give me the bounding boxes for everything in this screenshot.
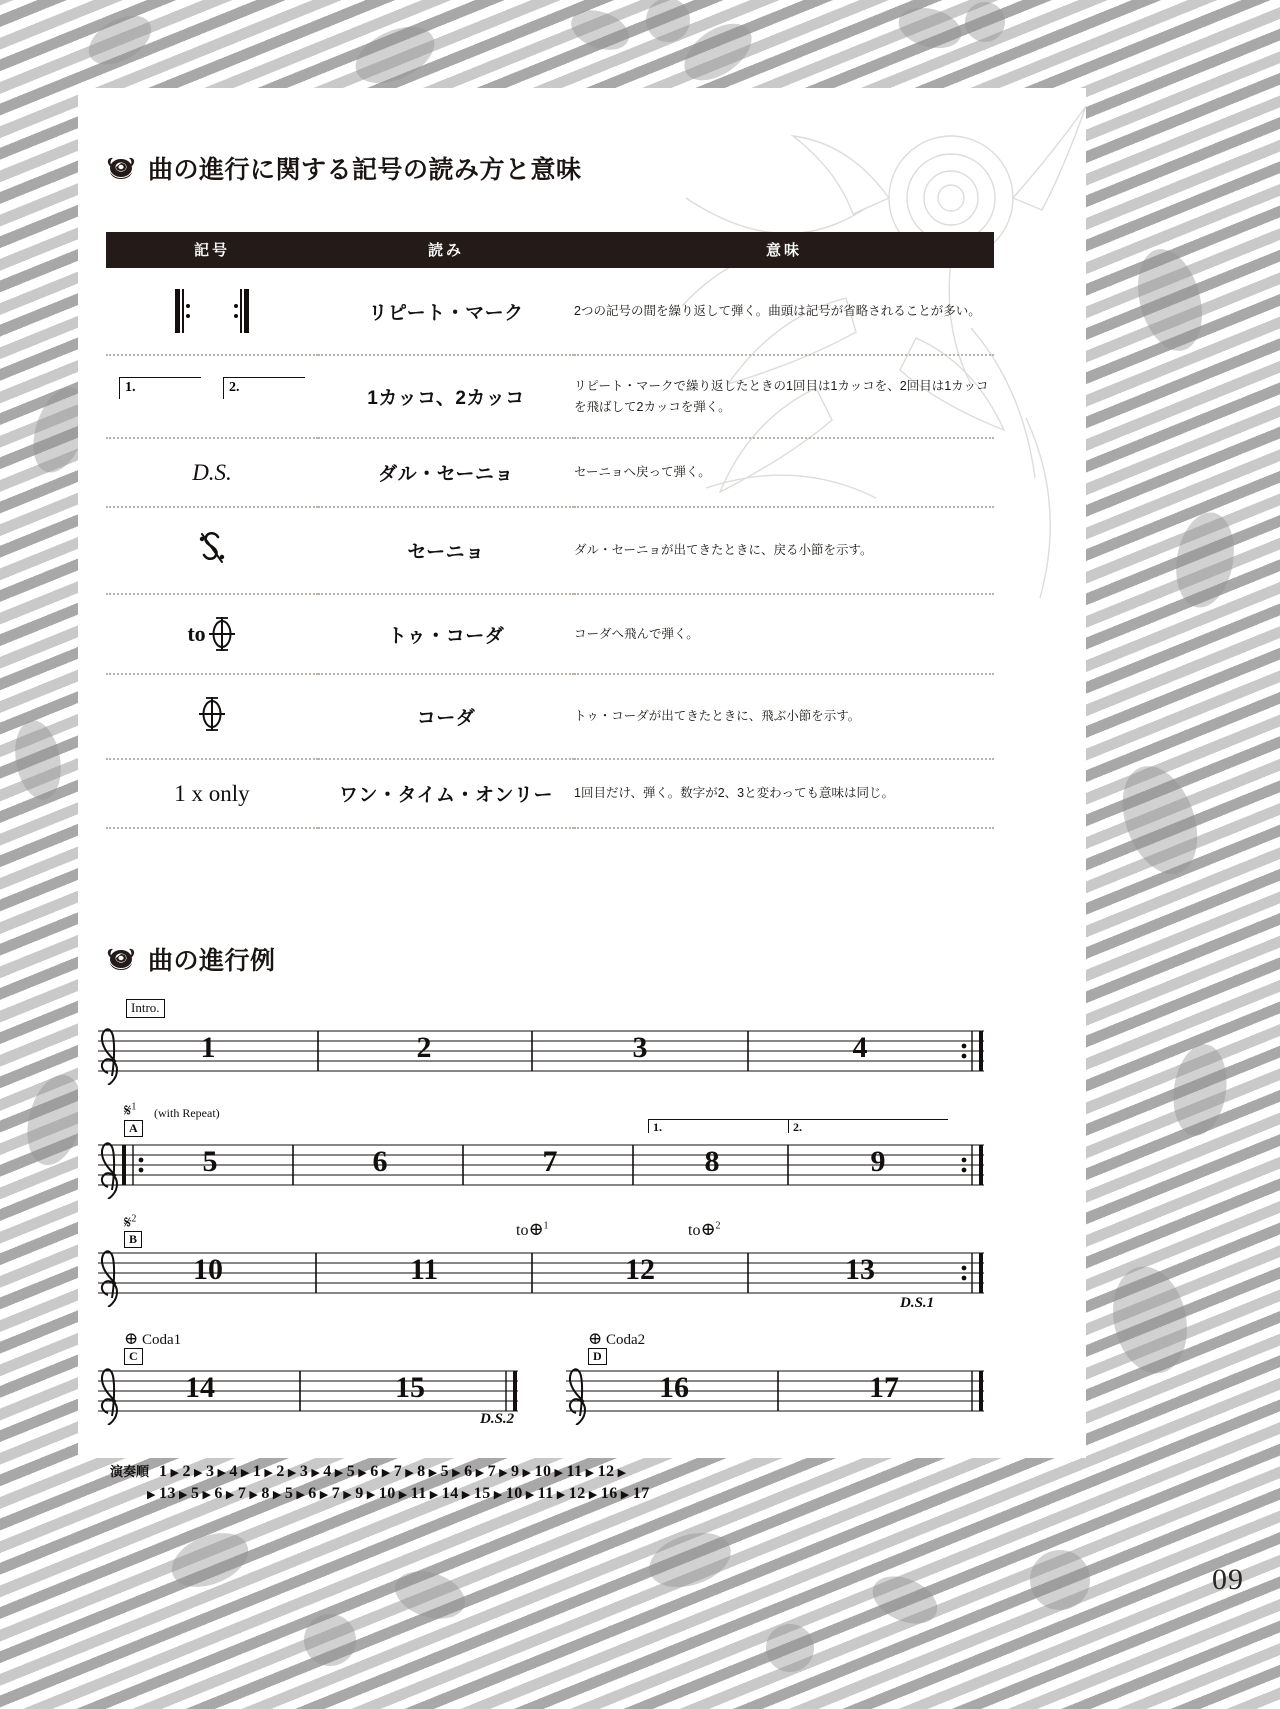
playback-order-item: 10 — [534, 1463, 552, 1481]
rehearsal-letter: C — [124, 1348, 143, 1365]
measure-number: 13 — [845, 1253, 875, 1287]
coda1-label: Coda1 — [142, 1332, 182, 1349]
measure-number: 17 — [869, 1371, 899, 1405]
example-heading-text: 曲の進行例 — [148, 947, 276, 976]
measure-number: 4 — [852, 1031, 868, 1065]
meaning-cell: 1回目だけ、弾く。数字が2、3と変わっても意味は同じ。 — [574, 786, 894, 801]
measure-number: 7 — [542, 1145, 558, 1179]
ending-brackets-glyph — [106, 377, 318, 417]
column-header-meaning: 意味 — [574, 232, 994, 268]
playback-order-item: 1 — [252, 1463, 262, 1481]
coda2-marker — [588, 1329, 645, 1349]
playback-order-item: 16 — [600, 1485, 618, 1503]
staff-2 — [88, 1137, 994, 1199]
table-header-row — [106, 232, 994, 268]
playback-order-item: 3 — [205, 1463, 215, 1481]
reading-cell: コーダ — [416, 708, 476, 730]
playback-order-sequence-1: 1 ▶ 2 ▶ 3 ▶ 4 ▶ 1 ▶ 2 ▶ 3 ▶ 4 ▶ 5 ▶ 6 ▶ 7 ▶ 8 ▶ 5 ▶ 6 ▶ 7 ▶ 9 ▶ 10 ▶ 11 ▶ 12 ▶ — [159, 1463, 627, 1481]
first-ending-label: 1. — [653, 1120, 662, 1135]
playback-order-item: 6 — [370, 1463, 379, 1481]
playback-order-item: 9 — [511, 1463, 520, 1481]
playback-order-item: 6 — [464, 1463, 473, 1481]
table-row — [106, 674, 994, 759]
playback-order-item: 6 — [308, 1485, 317, 1503]
coda1-marker — [124, 1329, 181, 1349]
playback-order-item: 7 — [331, 1485, 341, 1503]
to-coda-2-text: to — [688, 1222, 701, 1240]
staff-system-1 — [88, 1000, 1086, 1091]
segno-2-marker — [124, 1213, 136, 1233]
symbol-cell-to-coda — [106, 594, 318, 674]
segno-icon: 𝄋 — [124, 1101, 132, 1121]
meaning-cell: ダル・セーニョが出てきたときに、戻る小節を示す。 — [574, 543, 873, 558]
segno-1-marker — [124, 1101, 136, 1121]
playback-order-item: 5 — [440, 1463, 450, 1481]
symbol-cell-one-time-only — [106, 759, 318, 828]
to-coda-2-superscript: 2 — [715, 1220, 721, 1232]
table-row — [106, 507, 994, 594]
segno-icon: 𝄋 — [124, 1213, 132, 1233]
staff-1 — [88, 1023, 994, 1085]
symbol-cell-segno — [106, 507, 318, 594]
column-header-reading: 読み — [318, 232, 574, 268]
to-coda-1-text: to — [516, 1222, 529, 1240]
coda-icon — [197, 695, 227, 733]
playback-order-item: 11 — [410, 1485, 427, 1503]
playback-order-item: 5 — [346, 1463, 356, 1481]
playback-order-item: 3 — [299, 1463, 309, 1481]
progression-example-systems — [88, 1000, 1086, 1503]
playback-order-item: 10 — [378, 1485, 396, 1503]
playback-order-line-1 — [110, 1461, 1086, 1481]
column-header-symbol: 記号 — [106, 232, 318, 268]
playback-order-item: 11 — [566, 1463, 583, 1481]
measure-number: 11 — [409, 1253, 439, 1287]
measure-number: 14 — [185, 1371, 215, 1405]
measure-number: 1 — [200, 1031, 216, 1065]
one-time-only-text-icon: 1 x only — [174, 780, 250, 806]
measure-number: 2 — [416, 1031, 432, 1065]
playback-order-item: 11 — [537, 1485, 554, 1503]
measure-number: 6 — [372, 1145, 388, 1179]
playback-order — [88, 1461, 1086, 1503]
playback-order-item: 5 — [284, 1485, 294, 1503]
ds1-marker: D.S.1 — [900, 1295, 935, 1312]
first-ending-label: 1. — [125, 379, 136, 395]
segno-1-superscript: 1 — [131, 1101, 137, 1113]
table-row — [106, 759, 994, 828]
symbol-cell-dal-segno — [106, 438, 318, 507]
meaning-cell: トゥ・コーダが出てきたときに、飛ぶ小節を示す。 — [574, 709, 861, 724]
meaning-cell: セーニョへ戻って弾く。 — [574, 465, 711, 480]
symbols-table — [106, 232, 994, 829]
staff-system-2 — [88, 1101, 1086, 1201]
playback-order-item: 2 — [182, 1463, 191, 1481]
playback-order-item: 12 — [568, 1485, 586, 1503]
playback-order-item: 7 — [487, 1463, 497, 1481]
symbol-cell-endings — [106, 355, 318, 438]
content-sheet — [78, 88, 1086, 1503]
reading-cell: 1カッコ、2カッコ — [367, 388, 525, 410]
segno-2-superscript: 2 — [131, 1213, 137, 1225]
symbol-cell-repeat-mark — [106, 268, 318, 355]
playback-order-item: 8 — [417, 1463, 426, 1481]
staff-3 — [88, 1245, 994, 1307]
rehearsal-mark-a — [124, 1120, 143, 1137]
playback-order-item: 7 — [393, 1463, 403, 1481]
measure-number: 12 — [625, 1253, 655, 1287]
playback-order-item: 17 — [632, 1485, 650, 1503]
playback-order-item: 15 — [473, 1485, 491, 1503]
symbols-heading-text: 曲の進行に関する記号の読み方と意味 — [148, 156, 582, 184]
playback-order-item: 1 — [159, 1463, 168, 1481]
meaning-cell: リピート・マークで繰り返したときの1回目は1カッコを、2回目は1カッコを飛ばして2カッコを弾く。 — [574, 379, 989, 414]
page-number: 09 — [1212, 1563, 1244, 1596]
with-repeat-note: (with Repeat) — [154, 1106, 220, 1121]
playback-order-item: 6 — [214, 1485, 223, 1503]
playback-order-item: 8 — [261, 1485, 270, 1503]
playback-order-item: 7 — [237, 1485, 247, 1503]
measure-number: 5 — [202, 1145, 218, 1179]
rose-bullet-icon — [106, 154, 136, 182]
reading-cell: トゥ・コーダ — [387, 625, 505, 647]
coda-icon: ⊕ — [588, 1329, 603, 1349]
measure-number: 10 — [193, 1253, 223, 1287]
table-row — [106, 355, 994, 438]
first-ending-icon — [119, 377, 201, 399]
rehearsal-letter: B — [124, 1231, 142, 1248]
playback-order-item: 4 — [229, 1463, 238, 1481]
to-coda-1-superscript: 1 — [543, 1220, 549, 1232]
table-row — [106, 594, 994, 674]
repeat-open-barline-icon — [175, 289, 191, 333]
reading-cell: セーニョ — [407, 542, 485, 564]
intro-label: Intro. — [126, 999, 165, 1017]
measure-number: 16 — [659, 1371, 689, 1405]
meaning-cell: コーダへ飛んで弾く。 — [574, 626, 699, 641]
second-ending-icon — [223, 377, 305, 399]
playback-order-item: 13 — [158, 1485, 176, 1503]
playback-order-item: 5 — [190, 1485, 200, 1503]
playback-order-item: 10 — [505, 1485, 523, 1503]
playback-order-item: 9 — [355, 1485, 364, 1503]
playback-order-item: 2 — [276, 1463, 285, 1481]
playback-order-line-2 — [110, 1485, 1086, 1503]
coda2-label: Coda2 — [606, 1332, 646, 1349]
measure-number: 8 — [704, 1145, 720, 1179]
reading-cell: ダル・セーニョ — [378, 464, 514, 486]
rehearsal-letter: A — [124, 1120, 143, 1137]
staff-4 — [88, 1363, 994, 1425]
symbol-cell-coda — [106, 674, 318, 759]
measure-number: 3 — [632, 1031, 648, 1065]
reading-cell: リピート・マーク — [368, 302, 524, 324]
symbols-section-heading — [106, 150, 1086, 186]
second-ending-label: 2. — [793, 1120, 802, 1135]
staff-system-4 — [88, 1329, 1086, 1445]
coda-icon — [207, 615, 237, 653]
to-coda-2-marker: to⊕$^2$ — [688, 1219, 721, 1240]
playback-order-item: 4 — [323, 1463, 332, 1481]
first-ending-bracket — [648, 1119, 790, 1136]
playback-order-item: 14 — [441, 1485, 459, 1503]
ds2-marker: D.S.2 — [480, 1411, 515, 1428]
playback-order-label: 演奏順 — [110, 1464, 150, 1480]
table-row — [106, 268, 994, 355]
repeat-mark-glyph — [106, 288, 318, 334]
reading-cell: ワン・タイム・オンリー — [338, 785, 554, 807]
dal-segno-text-icon: D.S. — [192, 459, 232, 485]
staff-system-3 — [88, 1213, 1086, 1312]
measure-number: 15 — [395, 1371, 425, 1405]
segno-icon — [195, 528, 229, 568]
example-section-heading — [106, 941, 1086, 977]
table-row — [106, 438, 994, 507]
coda-icon: ⊕ — [124, 1329, 139, 1349]
rehearsal-letter: D — [588, 1348, 607, 1365]
second-ending-label: 2. — [229, 379, 240, 395]
repeat-close-barline-icon — [233, 289, 249, 333]
second-ending-bracket — [788, 1119, 948, 1136]
intro-marker — [126, 999, 165, 1017]
measure-number: 9 — [870, 1145, 886, 1179]
meaning-cell: 2つの記号の間を繰り返して弾く。曲頭は記号が省略されることが多い。 — [574, 303, 981, 318]
playback-order-sequence-2: ▶ 13 ▶ 5 ▶ 6 ▶ 7 ▶ 8 ▶ 5 ▶ 6 ▶ 7 ▶ 9 ▶ 10 ▶ 11 ▶ 14 ▶ 15 ▶ 10 ▶ 11 ▶ 12 ▶ 16 ▶ 17 — [147, 1485, 650, 1503]
to-coda-1-marker: to⊕$^1$ — [516, 1219, 549, 1240]
playback-order-item: 12 — [597, 1463, 615, 1481]
rose-bullet-icon — [106, 945, 136, 973]
to-coda-text-icon: to — [187, 621, 206, 647]
